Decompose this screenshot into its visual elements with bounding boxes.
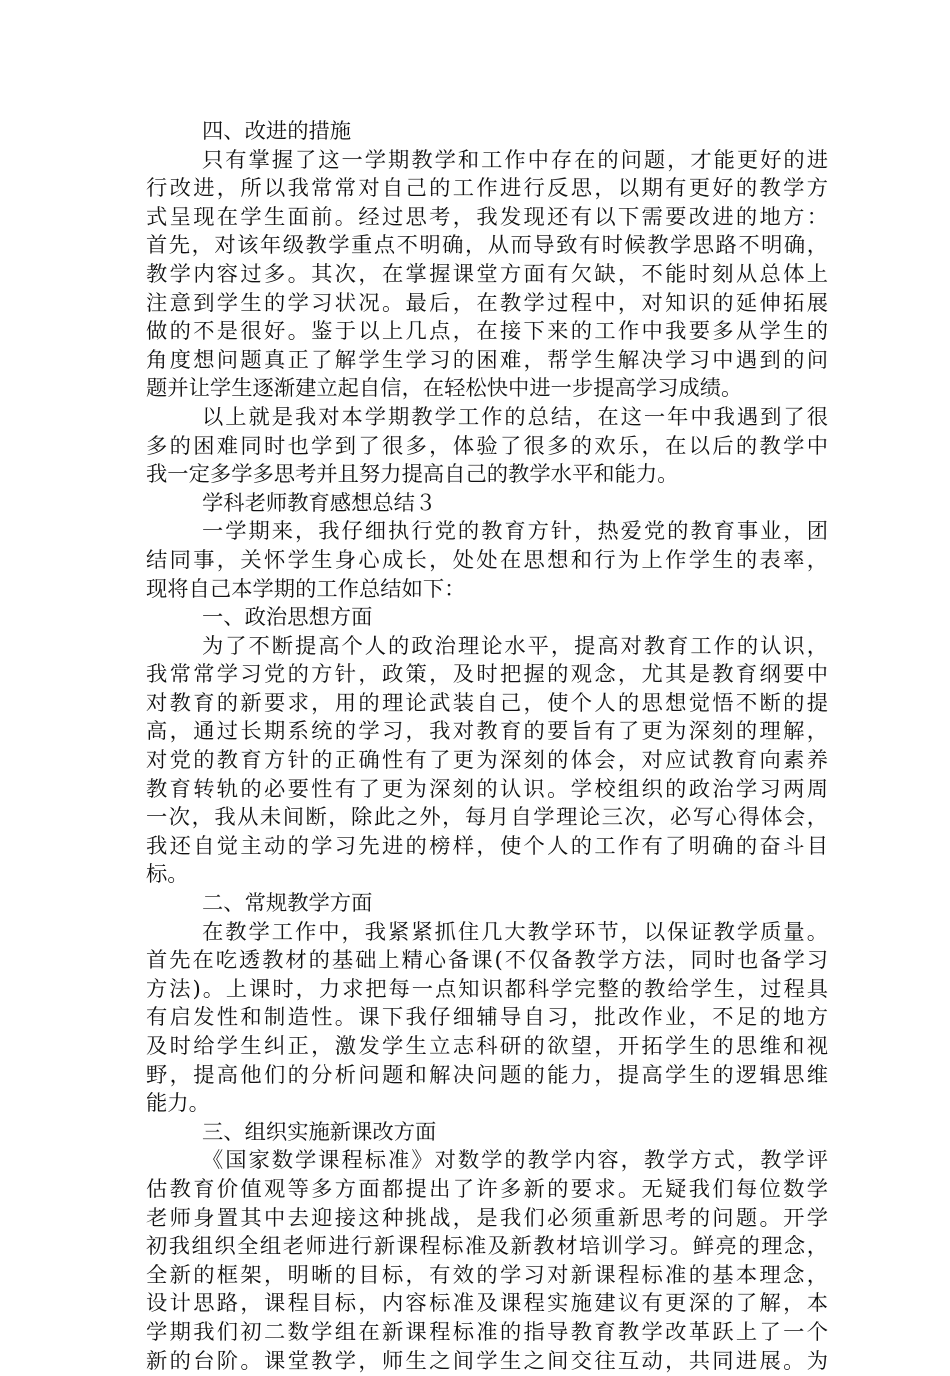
text-line: [146, 518, 828, 547]
text-line: [146, 604, 828, 633]
text-line: [146, 861, 828, 890]
text-line-content: 学期我们初二数学组在新课程标准的指导教育教学改革跃上了一个: [146, 1319, 828, 1345]
text-line-content: 三、组织实施新课改方面: [202, 1119, 437, 1145]
text-line: [146, 747, 828, 776]
text-line: [146, 547, 828, 576]
text-line: [146, 947, 828, 976]
text-line: [146, 147, 828, 176]
text-line: [146, 232, 828, 261]
text-line: [146, 118, 828, 147]
text-line-content: 为了不断提高个人的政治理论水平，提高对教育工作的认识，: [202, 633, 828, 659]
text-line: [146, 1348, 828, 1376]
text-line-content: 能力。: [146, 1091, 210, 1117]
text-line-content: 有启发性和制造性。课下我仔细辅导自习，批改作业，不足的地方: [146, 1005, 828, 1031]
text-line: [146, 661, 828, 690]
document-page: [146, 118, 828, 1376]
text-line: [146, 1147, 828, 1176]
text-line-content: 学科老师教育感想总结３: [202, 490, 437, 516]
text-line: [146, 1290, 828, 1319]
text-line-content: 教育转轨的必要性有了更为深刻的认识。学校组织的政治学习两周: [146, 776, 828, 802]
text-line-content: 多的困难同时也学到了很多，体验了很多的欢乐，在以后的教学中: [146, 433, 828, 459]
text-line: [146, 1004, 828, 1033]
text-line-content: 估教育价值观等多方面都提出了许多新的要求。无疑我们每位数学: [146, 1176, 828, 1202]
text-line: [146, 318, 828, 347]
text-line-content: 以上就是我对本学期教学工作的总结，在这一年中我遇到了很: [202, 404, 828, 430]
text-line-content: 新的台阶。课堂教学，师生之间学生之间交往互动，共同进展。为: [146, 1348, 828, 1374]
text-line-content: 野，提高他们的分析问题和解决问题的能力，提高学生的逻辑思维: [146, 1062, 828, 1088]
text-line-content: 首先，对该年级教学重点不明确，从而导致有时候教学思路不明确，: [146, 233, 828, 259]
text-line-content: 注意到学生的学习状况。最后，在教学过程中，对知识的延伸拓展: [146, 290, 828, 316]
text-line: [146, 633, 828, 662]
text-line: [146, 290, 828, 319]
text-line: [146, 1033, 828, 1062]
text-line: [146, 1262, 828, 1291]
text-line: [146, 175, 828, 204]
text-line: [146, 1119, 828, 1148]
text-line: [146, 261, 828, 290]
text-line-content: 行改进，所以我常常对自己的工作进行反思，以期有更好的教学方: [146, 176, 828, 202]
text-line-content: 《国家数学课程标准》对数学的教学内容，教学方式，教学评: [202, 1148, 828, 1174]
text-line-content: 教学内容过多。其次，在掌握课堂方面有欠缺，不能时刻从总体上: [146, 261, 828, 287]
text-line-content: 对教育的新要求，用的理论武装自己，使个人的思想觉悟不断的提: [146, 690, 828, 716]
text-line: [146, 576, 828, 605]
text-line-content: 老师身置其中去迎接这种挑战，是我们必须重新思考的问题。开学: [146, 1205, 828, 1231]
text-line-content: 四、改进的措施: [202, 119, 352, 144]
text-line-content: 只有掌握了这一学期教学和工作中存在的问题，才能更好的进: [202, 147, 828, 173]
text-line: [146, 833, 828, 862]
text-line-content: 我常常学习党的方针，政策，及时把握的观念，尤其是教育纲要中: [146, 662, 828, 688]
text-line-content: 做的不是很好。鉴于以上几点，在接下来的工作中我要多从学生的: [146, 319, 828, 345]
text-line-content: 现将自己本学期的工作总结如下：: [146, 576, 466, 602]
text-line: [146, 1062, 828, 1091]
text-line-content: 在教学工作中，我紧紧抓住几大教学环节，以保证教学质量。: [202, 919, 828, 945]
text-line-content: 全新的框架，明晰的目标，有效的学习对新课程标准的基本理念，: [146, 1262, 828, 1288]
text-line-content: 及时给学生纠正，激发学生立志科研的欲望，开拓学生的思维和视: [146, 1034, 828, 1059]
text-line: [146, 718, 828, 747]
text-line: [146, 433, 828, 462]
text-line-content: 式呈现在学生面前。经过思考，我发现还有以下需要改进的地方：: [146, 204, 828, 230]
text-line: [146, 1319, 828, 1348]
text-line-content: 我一定多学多思考并且努力提高自己的教学水平和能力。: [146, 462, 679, 488]
text-line: [146, 976, 828, 1005]
text-line: [146, 690, 828, 719]
text-line: [146, 404, 828, 433]
text-line: [146, 919, 828, 948]
text-line-content: 方法)。上课时，力求把每一点知识都科学完整的教给学生，过程具: [146, 976, 828, 1002]
text-line: [146, 347, 828, 376]
text-line: [146, 1205, 828, 1234]
text-line: [146, 375, 828, 404]
text-line-content: 一学期来，我仔细执行党的教育方针，热爱党的教育事业，团: [202, 519, 828, 545]
text-line-content: 一次，我从未间断，除此之外，每月自学理论三次，必写心得体会，: [146, 805, 828, 831]
text-line: [146, 890, 828, 919]
text-line-content: 对党的教育方针的正确性有了更为深刻的体会，对应试教育向素养: [146, 748, 828, 774]
text-line-content: 设计思路，课程目标，内容标准及课程实施建议有更深的了解，本: [146, 1291, 828, 1317]
text-line-content: 首先在吃透教材的基础上精心备课(不仅备教学方法，同时也备学习: [146, 948, 828, 974]
text-line: [146, 1176, 828, 1205]
text-line-content: 二、常规教学方面: [202, 891, 373, 917]
text-line: [146, 1090, 828, 1119]
text-line: [146, 461, 828, 490]
text-line-content: 初我组织全组老师进行新课程标准及新教材培训学习。鲜亮的理念，: [146, 1234, 828, 1260]
text-line-content: 角度想问题真正了解学生学习的困难，帮学生解决学习中遇到的问: [146, 347, 828, 373]
text-line: [146, 1233, 828, 1262]
text-line-content: 高，通过长期系统的学习，我对教育的要旨有了更为深刻的理解，: [146, 719, 828, 745]
text-line-content: 结同事，关怀学生身心成长，处处在思想和行为上作学生的表率，: [146, 547, 828, 573]
text-line-content: 题并让学生逐渐建立起自信，在轻松快中进一步提高学习成绩。: [146, 376, 743, 402]
text-line: [146, 490, 828, 519]
text-line-content: 一、政治思想方面: [202, 605, 373, 631]
text-line: [146, 776, 828, 805]
text-line-content: 我还自觉主动的学习先进的榜样，使个人的工作有了明确的奋斗目: [146, 833, 828, 859]
text-line: [146, 804, 828, 833]
text-line-content: 标。: [146, 862, 189, 888]
text-line: [146, 204, 828, 233]
